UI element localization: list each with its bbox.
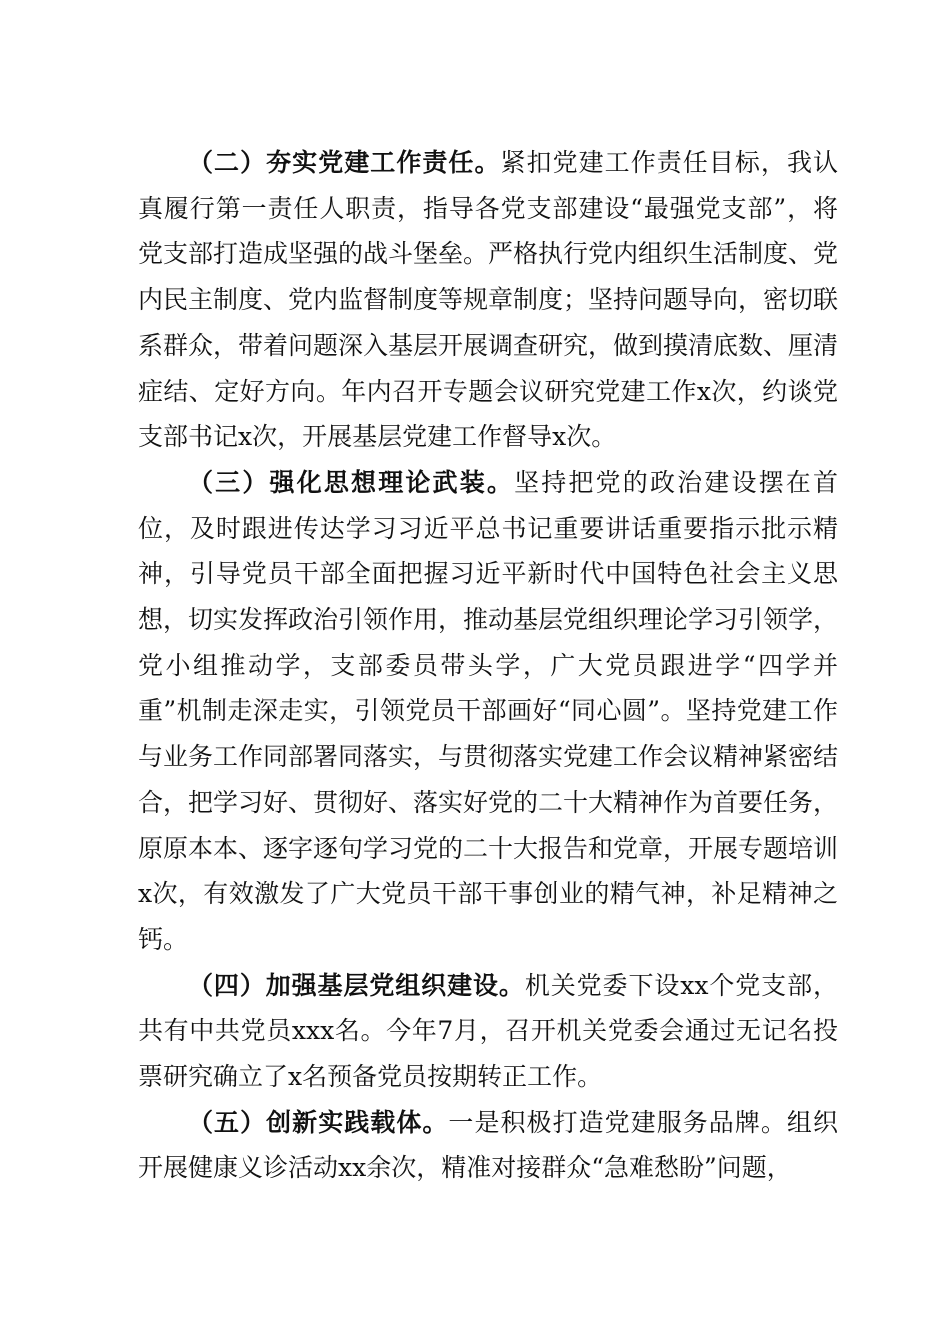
paragraph-text: 坚持把党的政治建设摆在首位，及时跟进传达学习习近平总书记重要讲话重要指示批示精神，引导党员干部全面把握习近平新时代中国特色社会主义思想，切实发挥政治引领作用，推动基层党组织理论学习引领学，党小组推动学，支部委员带头学，广大党员跟进学“四学并重”机制走深走实，引领党员干部画好“同心圆”。坚持党建工作与业务工作同部署同落实，与贯彻落实党建工作会议精神紧密结合，把学习好、贯彻好、落实好党的二十大精神作为首要任务，原原本本、逐字逐句学习党的二十大报告和党章，开展专题培训x次，有效激发了广大党员干部干事创业的精气神，补足精神之钙。 (138, 467, 839, 954)
paragraph-heading: （三）强化思想理论武装。 (188, 467, 515, 497)
paragraph-party-building-responsibility (138, 140, 838, 460)
paragraph-text: 机关党委下设xx个党支部，共有中共党员xxx名。今年7月，召开机关党委会通过无记名投票研究确立了x名预备党员按期转正工作。 (138, 970, 838, 1092)
paragraph-text: 一是积极打造党建服务品牌。组织开展健康义诊活动xx余次，精准对接群众“急难愁盼”问题， (138, 1107, 838, 1183)
paragraph-practice-innovation (138, 1100, 838, 1191)
paragraph-heading: （五）创新实践载体。 (188, 1107, 449, 1137)
paragraph-heading: （二）夯实党建工作责任。 (188, 148, 501, 177)
paragraph-grassroots-organization (138, 963, 838, 1100)
paragraph-ideological-theory (138, 460, 838, 963)
paragraph-heading: （四）加强基层党组织建设。 (188, 970, 525, 1000)
paragraph-text: 紧扣党建工作责任目标，我认真履行第一责任人职责，指导各党支部建设“最强党支部”，将党支部打造成坚强的战斗堡垒。严格执行党内组织生活制度、党内民主制度、党内监督制度等规章制度；坚持问题导向，密切联系群众，带着问题深入基层开展调查研究，做到摸清底数、厘清症结、定好方向。年内召开专题会议研究党建工作x次，约谈党支部书记x次，开展基层党建工作督导x次。 (138, 148, 839, 452)
document-body (138, 140, 838, 1191)
